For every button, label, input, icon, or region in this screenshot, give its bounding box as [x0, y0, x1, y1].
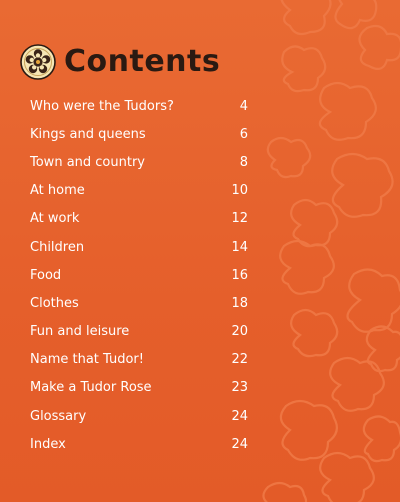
toc-entry[interactable]: [30, 318, 248, 346]
page-title: Contents: [64, 44, 221, 79]
toc-entry-title: Clothes: [30, 295, 79, 311]
toc-entry[interactable]: [30, 430, 248, 458]
toc-entry-title: Kings and queens: [30, 126, 146, 142]
toc-entry[interactable]: [30, 346, 248, 374]
toc-page-number: 4: [239, 98, 248, 114]
toc-entry-title: Name that Tudor!: [30, 352, 144, 368]
toc-entry[interactable]: [30, 177, 248, 205]
toc-entry-title: Town and country: [30, 154, 145, 170]
toc-entry-title: Who were the Tudors?: [30, 98, 174, 114]
toc-page-number: 12: [231, 211, 248, 227]
toc-page-number: 24: [231, 408, 248, 424]
toc-page-number: 23: [231, 380, 248, 396]
toc-entry-title: Food: [30, 267, 62, 283]
toc-page-number: 16: [231, 267, 248, 283]
toc-page-number: 24: [231, 436, 248, 452]
toc-entry-title: Glossary: [30, 408, 87, 424]
toc-entry-title: Fun and leisure: [30, 324, 130, 340]
toc-entry[interactable]: [30, 402, 248, 430]
tudor-rose-icon: [20, 44, 56, 80]
toc-entry[interactable]: [30, 289, 248, 317]
toc-entry-title: Make a Tudor Rose: [30, 380, 152, 396]
toc-entry[interactable]: [30, 233, 248, 261]
page-header: [20, 42, 220, 82]
toc-page-number: 14: [231, 239, 248, 255]
toc-entry[interactable]: [30, 205, 248, 233]
toc-page-number: 8: [239, 154, 248, 170]
toc-entry[interactable]: [30, 92, 248, 120]
toc-entry-title: Index: [30, 436, 66, 452]
toc-entry-title: Children: [30, 239, 85, 255]
table-of-contents: [30, 92, 248, 458]
toc-page-number: 6: [239, 126, 248, 142]
toc-entry[interactable]: [30, 148, 248, 176]
toc-page-number: 22: [231, 352, 248, 368]
toc-page-number: 20: [231, 324, 248, 340]
toc-entry[interactable]: [30, 374, 248, 402]
toc-page-number: 18: [231, 295, 248, 311]
toc-entry[interactable]: [30, 261, 248, 289]
toc-entry-title: At work: [30, 211, 80, 227]
toc-entry[interactable]: [30, 120, 248, 148]
toc-entry-title: At home: [30, 183, 85, 199]
toc-page-number: 10: [231, 183, 248, 199]
